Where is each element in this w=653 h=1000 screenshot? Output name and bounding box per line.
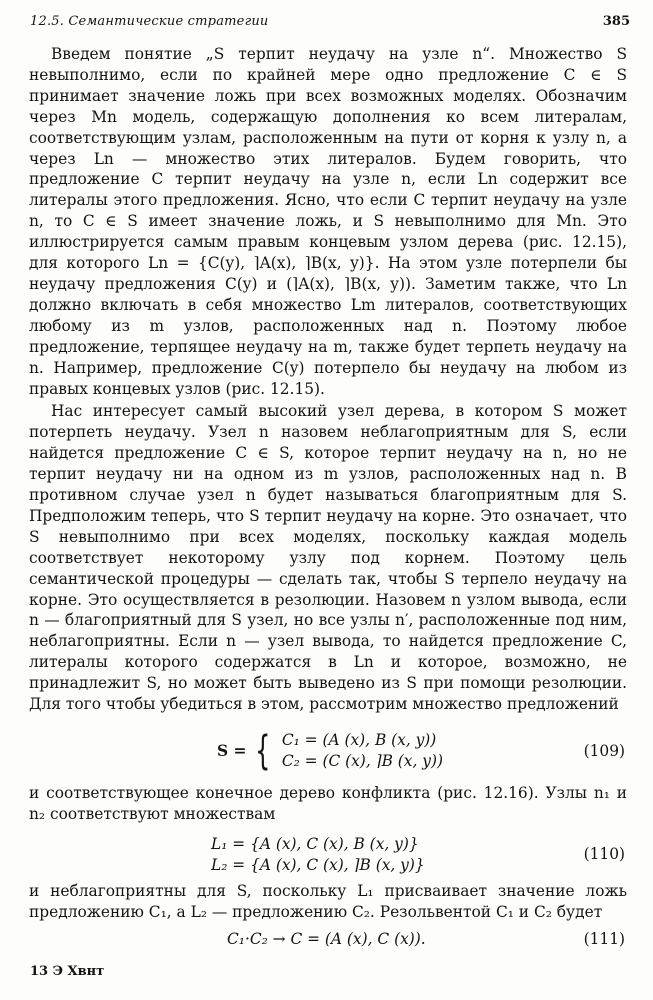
equation-109-brace: { xyxy=(255,728,271,774)
equation-111 xyxy=(29,927,627,953)
equation-111-text: C₁·C₂ → C = (A (x), C (x)). xyxy=(227,930,426,949)
paragraph-inference-node: Нас интересует самый высокий узел дерева, в котором S может потерпеть неудачу. Узел n назовем неблагоприятным для S, если найдется предложение C ∈ S, которое терпит неудачу на n, но не терпит неудачу ни на одном из m узлов, расположенных над n. В противном случае узел n будет называться благоприятным для S. Предположим теперь, что S терпит неудачу на корне. Это означает, что S невыполнимо при всех моделях, поскольку каждая модель соответствует некоторому узлу под корнем. Поэтому цель семантической процедуры — сделать так, чтобы S терпело неудачу на корне. Это осуществляется в резолюции. Назовем n узлом вывода, если n — благоприятный для S узел, но все узлы n′, расположенные под ним, неблагоприятны. Если n — узел вывода, то найдется предложение C, литералы которого содержатся в Ln и которое, возможно, не принадлежит S, но может быть выведено из S при помощи резолюции. Для того чтобы убедиться в этом, рассмотрим множество предложений xyxy=(29,402,627,714)
equation-109-label: S = xyxy=(217,741,247,760)
equation-109-number: (109) xyxy=(583,741,625,760)
paragraph-resolvent: и неблагоприятны для S, поскольку L₁ присваивает значение ложь предложению C₁, а L₂ — предложению C₂. Резольвентой C₁ и C₂ будет xyxy=(29,881,627,921)
equation-109-line-1: C₁ = (A (x), B (x, y)) xyxy=(281,731,437,750)
equation-110-line-1: L₁ = {A (x), C (x), B (x, y)} xyxy=(211,834,419,853)
page-number: 385 xyxy=(602,14,630,29)
equation-109-line-2: C₂ = (C (x), ⌉B (x, y)) xyxy=(281,752,443,770)
running-head: 12.5. Семантические стратегии xyxy=(30,14,269,29)
page-header xyxy=(30,10,630,34)
paragraph-failure-definition: Введем понятие „S терпит неудачу на узле n“. Множество S невыполнимо, если по крайней мере одно предложение C ∈ S принимает значение ложь при всех возможных моделях. Обозначим через Mn модель, содержащую дополнения ко всем литералам, соответствующим узлам, расположенным на пути от корня к узлу n, а через Ln — множество этих литералов. Будем говорить, что предложение C терпит неудачу на узле n, если Ln содержит все литералы этого предложения. Ясно, что если C терпит неудачу на узле n, то C ∈ S имеет значение ложь, и S невыполнимо для Mn. Это иллюстрируется самым правым концевым узлом дерева (рис. 12.15), для которого Ln = {C(y), ⌉A(x), ⌉B(x, y)}. На этом узле потерпели бы неудачу предложения C(y) и (⌉A(x), ⌉B(x, y)). Заметим также, что Ln должно включать в себя множество Lm литералов, соответствующих любому из m узлов, расположенных над n. Поэтому любое предложение, терпящее неудачу на m, также будет терпеть неудачу на n. Например, предложение C(y) потерпело бы неудачу на любом из правых концевых узлов (рис. 12.15). xyxy=(29,45,627,398)
paragraph-conflict-tree: и соответствующее конечное дерево конфликта (рис. 12.16). Узлы n₁ и n₂ соответствуют множествам xyxy=(29,784,627,823)
equation-110 xyxy=(29,831,627,879)
equation-111-number: (111) xyxy=(583,930,625,949)
body-text xyxy=(29,44,627,953)
signature-mark: 13 Э Хвнт xyxy=(30,964,105,979)
equation-110-line-2: L₂ = {A (x), C (x), ⌉B (x, y)} xyxy=(211,855,425,874)
equation-110-number: (110) xyxy=(583,845,625,864)
equation-109 xyxy=(29,723,627,779)
